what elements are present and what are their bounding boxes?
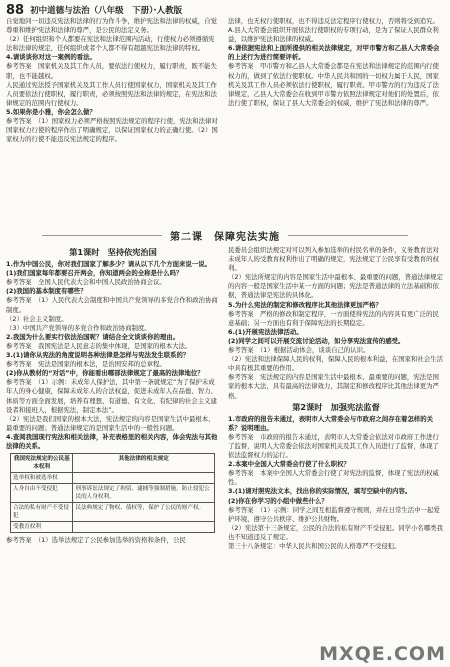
question: 4.请谈谈你对这一案例的看法。 <box>6 53 96 62</box>
question: 5.如果你是小雅，你会怎么做？ <box>6 107 96 116</box>
answer: 参考答案 严格的修改和制定程序，一方面使得宪法的内容具有更广泛的民意基础；另一方面也有利于保障宪法的长期稳定。 <box>228 309 439 327</box>
page-number: 88 <box>6 2 25 18</box>
answer: 参考答案 宪法规定的内容是国家生活中最根本、最重要的问题，宪法是国家的根本大法，具有最高的法律效力，其制定和修改程序比其他法律更为严格。 <box>228 373 439 400</box>
question: 1.市政府的报告未通过，表明市人大常委会与市政府之间存在着怎样的关系？说明理由。 <box>228 414 433 432</box>
table-header-row <box>11 454 215 473</box>
answer: （2）社会主义制度。 <box>6 314 68 323</box>
answer: 参考答案 本案中全国人大常委会行使了对宪法的监督，体现了宪法的权威性。 <box>228 469 439 487</box>
paragraph: 民委员会组织法规定对可以列入参加选举的村民名单的条件，义务教育法对未成年人的受教育权利作出了明确的规定，宪法规定了公民享有受教育的权利。 <box>228 246 439 273</box>
question: (1)我们国家每年都要召开两会，你知道两会的全称是什么吗？ <box>6 269 183 278</box>
question: (2)你在你学习的小组中做些什么？ <box>228 496 328 505</box>
table-row <box>11 503 215 522</box>
bottom-left-column <box>6 246 220 664</box>
table-cell: 选举权和被选举权 <box>11 473 73 484</box>
table-cell: 民法典规定了物权、债权等，保护了公民的财产权。 <box>73 503 215 522</box>
table-header: 其他法律的相关规定 <box>73 454 215 473</box>
answer: 参考答案 （1）人民代表大会制度和中国共产党领导的多党合作和政治协商制度。 <box>6 296 218 314</box>
top-right-column <box>228 17 444 225</box>
watermark: MXQE.COM <box>319 643 446 665</box>
answer: 参考答案 宪法是国家的根本法，是治国安邦的总章程。 <box>6 360 166 369</box>
answer: 参考答案 我国宪法是人民意志的集中体现，是国家的根本大法。 <box>6 341 192 350</box>
table-cell <box>73 522 215 533</box>
table-row <box>11 473 215 484</box>
page-title: 初中道德与法治（八年级 下册）·人教版 <box>30 6 183 16</box>
table-cell: 合法的私有财产不受侵犯 <box>11 503 73 522</box>
section-title: 第2课时 加强宪法监督 <box>292 401 380 412</box>
question: 1.作为中国公民，你对我们国家了解多少？请从以下几个方面来说一说。 <box>6 260 211 269</box>
bottom-right-column <box>228 246 444 664</box>
paragraph: 法律，也无权行使职权，也不得违反法定程序行使权力，否则将受到追究。 <box>228 17 439 25</box>
top-left-column <box>6 17 220 225</box>
paragraph: 自觉地同一切违反宪法和法律的行为作斗争，维护宪法和法律的权威，自觉尊重和维护宪法和法律的尊严，是公民的法定义务。 <box>6 17 217 35</box>
page-header <box>6 2 182 18</box>
question: 5.为什么宪法的制定和修改程序比其他法律更加严格？ <box>228 300 382 309</box>
answer: （2）宪法第十三条规定，公民的合法的私有财产不受侵犯。同学小名哪类我也不知道违反了规定。 <box>228 523 443 541</box>
answer: 参考答案 （1）根据活动体会，谈谈自己的认识。 <box>228 346 370 355</box>
table-cell: 刑事诉讼法规定了拘留、逮捕等强制措施，防止侵犯公民的人身权利。 <box>73 484 215 503</box>
paragraph: （2）宪法所规定的内容是国家生活中最根本、最重要的问题，普通法律规定的内容一般是国家生活中某一方面的问题；宪法是普通法律的立法基础和依据，普通法律是宪法的具体化。 <box>228 273 443 300</box>
question: 3.(1)请对照宪法文本，找出你的实际情况，填写空缺中的内容。 <box>228 487 412 496</box>
question: 6.(1)开展宪法法律活动。 <box>228 327 303 336</box>
answer: 参考答案 市政府的报告未通过，表明市人大常委会依法对市政府工作进行了监督，说明人大常委会依法对国家机关及其工作人员进行了监督，体现了依法监督权力的运行。 <box>228 432 439 460</box>
table-cell <box>73 473 215 484</box>
question: 4.查阅我国现行宪法和相关法律，补充表格里的相关内容，体会宪法与其他法律的关系。 <box>6 432 218 450</box>
rights-table <box>10 453 215 533</box>
paragraph: 人民通过宪法授予国家机关及其工作人员行使国家权力，国家机关及其工作人员要依法行使职权，履行职责，必须按照宪法和法律的规定，在宪法和法律规定的范围内行使权力。 <box>6 80 217 107</box>
table-row <box>11 522 215 533</box>
question: 6.请依据宪法和上面所提供的相关法律规定，对甲市警方和乙县人大常委会的上述行为进行简要评析。 <box>228 44 440 62</box>
question: 2.我国为什么要实行依法治国呢？请结合全文谈谈你的理由。 <box>6 332 180 341</box>
answer: 参考答案 全国人民代表大会和中国人民政治协商会议。 <box>6 278 166 287</box>
lesson-banner <box>0 226 450 244</box>
answer: 参考答案 甲市警方和乙县人大常委会都是在宪法和法律规定的范围内行使权力的，做到了依法行使职权。中华人民共和国的一切权力属于人民，国家机关及其工作人员必须依法行使职权，履行职责。甲市警方的行为违反了法律规定，乙县人大常委会在收到甲市警方依照法律规定对他们的处置后，依法行使了职权，保证了县人大常委会的权威，维护了宪法和法律的尊严。 <box>228 62 439 107</box>
answer: 第三十八条规定：中华人民共和国公民的人格尊严不受侵犯。 <box>228 542 401 550</box>
paragraph: A.县人大常委会组织开展依法行使职权的专项行动，是为了保证人民群众利益，以维护宪法和法律的权威。 <box>228 26 439 44</box>
table-cell: 人身自由不受侵犯 <box>11 484 73 503</box>
table-row <box>11 484 215 503</box>
section-title: 第1课时 坚持依宪治国 <box>69 247 157 257</box>
paragraph: （2）任何组织和个人都要在宪法和法律范围内活动，行使权力必须遵循宪法和法律的规定，任何组织或者个人都不得有超越宪法和法律的特权。 <box>6 35 215 53</box>
answer: （3）中国共产党领导的多党合作和政治协商制度。 <box>6 323 151 332</box>
answer: 参考答案 （1）选举法规定了公民参加选举的资格和条件，公民 <box>6 536 186 545</box>
table-cell: 受教育权利 <box>11 522 73 533</box>
answer: 参考答案 （1）示例：同学之间互相监督遵守规则，并在日常生活中一起爱护环境、遵守公共秩序、维护公共财物。 <box>228 505 440 523</box>
answer: （2）宪法是我们国家的根本大法，宪法规定的内容是国家生活中最根本、最重要的问题；普通法律规定的是国家生活中的一般性问题。 <box>6 414 215 432</box>
question: (2)你从教材的“对话”中，你能看出哪部法律规定了最高的法律地位？ <box>6 369 204 378</box>
question: (2)我国的基本制度有哪些？ <box>6 287 87 296</box>
answer: 参考答案 （1）示例：未成年人保护法，其中第一条就规定“为了保护未成年人的身心健康，保障未成年人的合法权益，促进未成年人在品德、智力、体质等方面全面发展，培养有理想、有道德、有文化、有纪律的社会主义建设者和接班人，根据宪法，制定本法”。 <box>6 378 217 414</box>
answer: （2）宪法和法律保障人民的权利，保障人民的根本利益，在国家和社会生活中具有极其重要的作用。 <box>228 355 443 373</box>
lesson-title: 第二课 保障宪法实施 <box>170 231 280 243</box>
answer: 参考答案 （1）国家权力必须严格按照宪法规定的程序行使，宪法和法律对国家权力行使的程序作出了明确规定，以保证国家权力的正确行使。（2）国家权力的行使不能违反宪法规定的程序。 <box>6 117 218 144</box>
table-header: 我国宪法规定的公民基本权利 <box>11 454 73 473</box>
question: (2)同学之间可以开展交流讨论活动，如分享宪法宣传的感受。 <box>228 336 405 345</box>
question: 2.本案中全国人大常委会行使了什么职权？ <box>228 460 350 469</box>
answer: 参考答案 国家机关及其工作人员，要依法行使权力，履行职责，既不能失职，也不能越权。 <box>6 62 217 80</box>
question: 3.(1)请你从宪法的角度说明各种法律是怎样与宪法发生联系的？ <box>6 351 190 360</box>
